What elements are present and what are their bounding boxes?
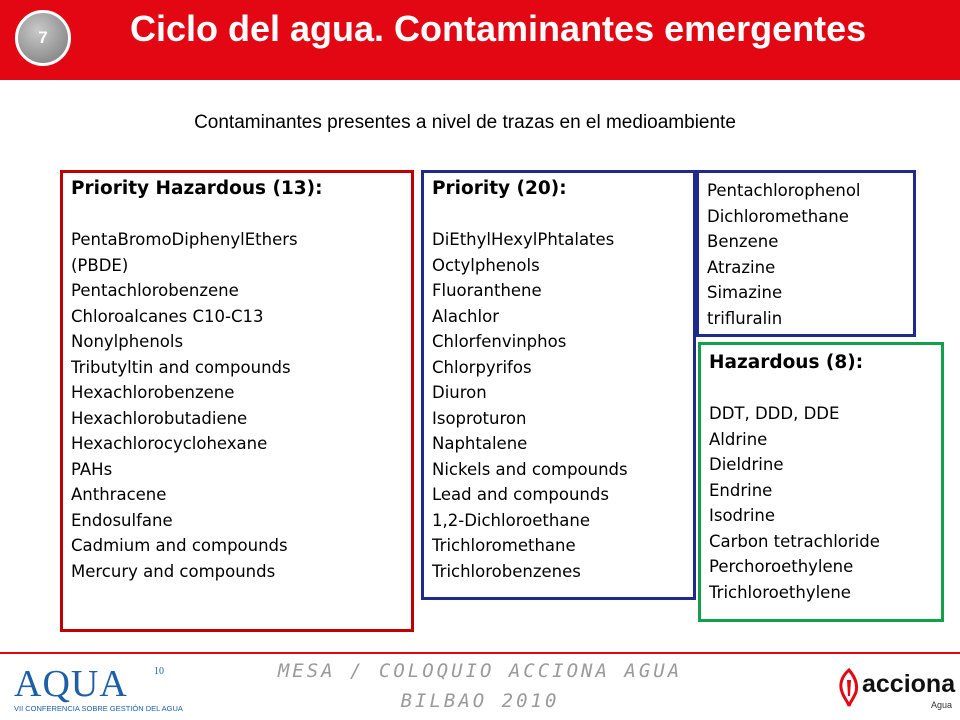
list-item: Endrine [709, 480, 773, 500]
list-item: Hexachlorocyclohexane [71, 434, 268, 453]
list-item: Chloroalcanes C10-C13 [71, 306, 264, 326]
hazardous-heading: Hazardous (8): [709, 352, 864, 373]
list-item: Dichloromethane [707, 206, 849, 226]
list-item: Fluoranthene [432, 281, 542, 300]
list-item: Tributyltin and compounds [71, 357, 291, 377]
list-item: Simazine [707, 283, 783, 302]
footer-line-1: MESA / COLOQUIO ACCIONA AGUA [277, 660, 683, 682]
list-item: Trichlorobenzenes [432, 561, 581, 581]
list-item: Nickels and compounds [432, 459, 628, 479]
aqua-logo [14, 664, 194, 716]
list-item: Anthracene [71, 485, 167, 504]
footer-divider [0, 652, 960, 654]
list-item: Cadmium and compounds [71, 536, 288, 555]
list-item: Endosulfane [71, 510, 173, 530]
priority-hazardous-heading: Priority Hazardous (13): [71, 178, 323, 199]
list-item: Octylphenols [432, 255, 540, 275]
list-item: Chlorfenvinphos [432, 332, 567, 351]
slide-subtitle: Contaminantes presentes a nivel de trazas en el medioambiente [194, 112, 736, 133]
aqua-logo-word: AQUA [14, 663, 128, 705]
list-item: PAHs [71, 459, 113, 479]
list-item: trifluralin [707, 308, 783, 328]
priority-box [421, 170, 696, 600]
priority-heading: Priority (20): [432, 178, 567, 199]
footer-caption [200, 656, 760, 716]
slide-number-badge: 7 [15, 10, 71, 66]
list-item: Alachlor [432, 306, 499, 326]
list-item: Hexachlorobutadiene [71, 408, 248, 428]
list-item: DDT, DDD, DDE [709, 404, 840, 423]
list-item: Isoproturon [432, 408, 527, 428]
list-item: Diuron [432, 383, 487, 402]
list-item: Chlorpyrifos [432, 357, 532, 377]
hazardous-box [698, 342, 944, 622]
list-item: Perchoroethylene [709, 557, 854, 576]
list-item: Lead and compounds [432, 485, 609, 504]
list-item: Pentachlorophenol [707, 181, 861, 200]
list-item: Hexachlorobenzene [71, 383, 235, 402]
slide-title: Ciclo del agua. Contaminantes emergentes [130, 8, 867, 49]
list-item: Mercury and compounds [71, 561, 276, 581]
title-bar [0, 0, 960, 80]
priority-hazardous-box [60, 170, 414, 632]
list-item: Dieldrine [709, 455, 784, 474]
footer-line-2: BILBAO 2010 [400, 690, 560, 712]
acciona-mark-icon [836, 668, 862, 708]
list-item: DiEthylHexylPhtalates [432, 230, 615, 249]
list-item: Trichloroethylene [709, 582, 851, 602]
list-item: Nonylphenols [71, 332, 184, 351]
list-item: Carbon tetrachloride [709, 531, 880, 551]
acciona-logo-sub: Agua [931, 700, 953, 710]
acciona-logo-word: acciona [862, 670, 956, 698]
list-item: 1,2-Dichloroethane [432, 510, 591, 530]
priority-continued-box [696, 170, 916, 337]
list-item: Atrazine [707, 257, 776, 277]
list-item: Naphtalene [432, 434, 528, 453]
list-item: Aldrine [709, 429, 768, 449]
list-item: (PBDE) [71, 255, 129, 275]
list-item: PentaBromoDiphenylEthers [71, 230, 298, 249]
list-item: Isodrine [709, 506, 776, 525]
list-item: Benzene [707, 232, 779, 251]
aqua-logo-tagline: VII CONFERENCIA SOBRE GESTIÓN DEL AGUA [14, 704, 183, 713]
aqua-logo-sup: 10 [154, 666, 164, 677]
list-item: Pentachlorobenzene [71, 281, 239, 300]
list-item: Trichloromethane [432, 536, 576, 555]
acciona-logo [836, 660, 956, 716]
